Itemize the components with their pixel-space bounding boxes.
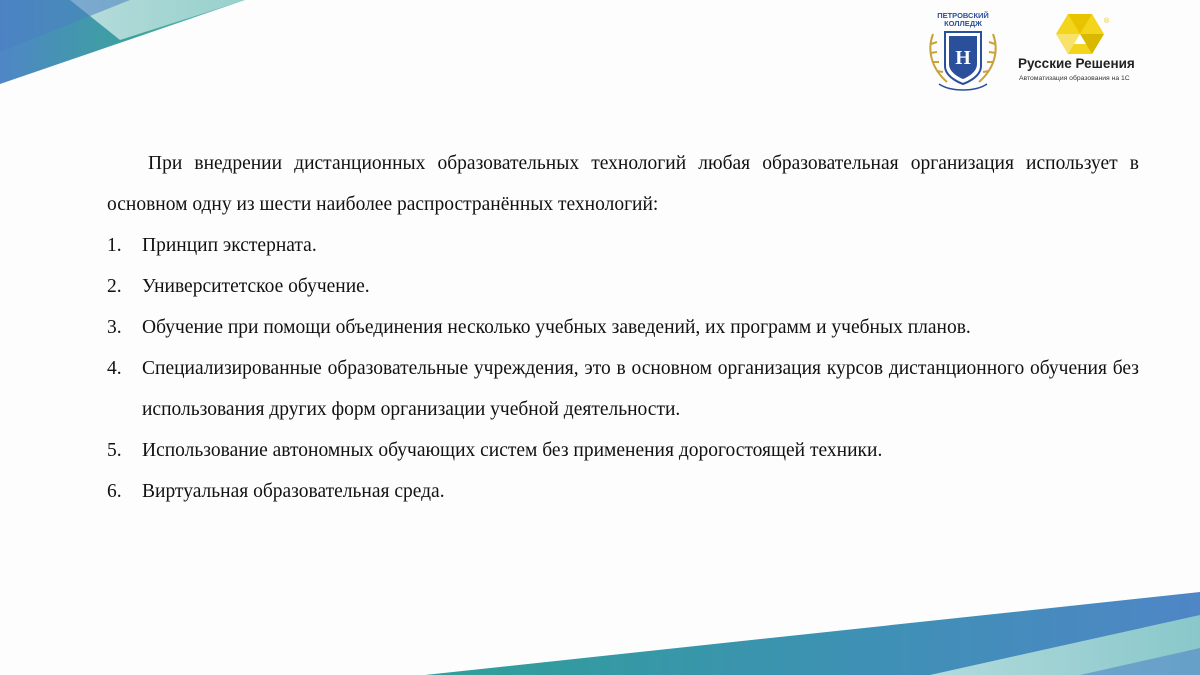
list-item-number: 1.: [107, 235, 122, 256]
intro-paragraph: При внедрении дистанционных образовательных технологий любая образовательная организация использует в основном одну из шести наиболее распространённых технологий:: [107, 153, 1139, 215]
list-item-text: Обучение при помощи объединения несколько учебных заведений, их программ и учебных планов.: [142, 317, 971, 338]
list-item-number: 5.: [107, 440, 122, 461]
list-item-text: Принцип экстерната.: [142, 235, 317, 256]
college-logo: [925, 12, 1001, 94]
list-item-number: 6.: [107, 481, 122, 502]
company-logo: [1018, 14, 1148, 84]
list-item: [107, 348, 1139, 430]
list-item: [107, 225, 1139, 266]
list-item: [107, 307, 1139, 348]
college-name: ПЕТРОВСКИЙ КОЛЛЕДЖ: [937, 11, 989, 28]
company-tagline: Автоматизация образования на 1С: [1019, 75, 1130, 82]
list-item: [107, 266, 1139, 307]
slide-content: [107, 143, 1139, 512]
list-item-number: 3.: [107, 317, 122, 338]
list-item-text: Виртуальная образовательная среда.: [142, 481, 445, 502]
technology-list: [107, 225, 1139, 512]
company-name: Русские Решения: [1018, 56, 1135, 71]
list-item-text: Использование автономных обучающих систем без применения дорогостоящей техники.: [142, 440, 883, 461]
list-item-number: 2.: [107, 276, 122, 297]
list-item: [107, 471, 1139, 512]
college-emblem-icon: [925, 28, 1001, 94]
svg-text:Н: Н: [955, 47, 971, 69]
list-item-number: 4.: [107, 358, 122, 379]
list-item-text: Специализированные образовательные учреждения, это в основном организация курсов дистанционного обучения без использования других форм организации учебной деятельности.: [142, 358, 1139, 420]
list-item-text: Университетское обучение.: [142, 276, 370, 297]
list-item: [107, 430, 1139, 471]
company-mark-icon: [1056, 14, 1104, 54]
registered-mark: ®: [1104, 18, 1110, 25]
